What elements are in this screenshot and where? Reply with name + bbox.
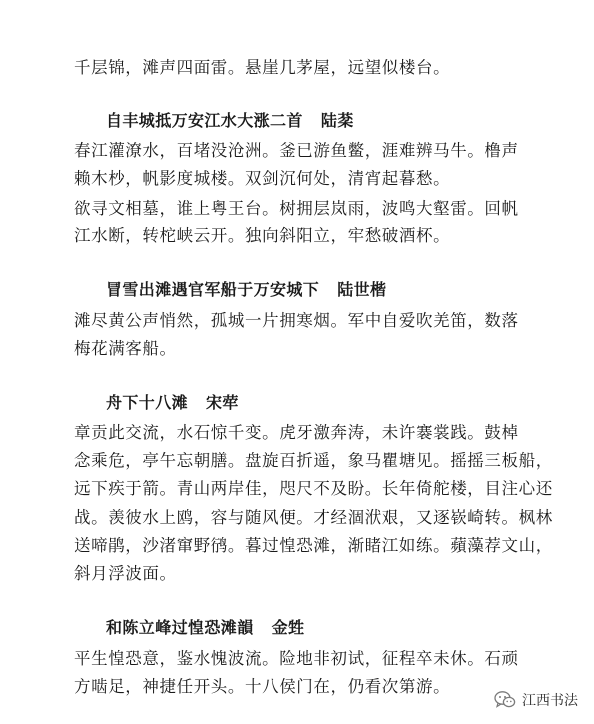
text-line: 战。羡彼水上鸥，容与随风便。才经涸洑艰，又逐嵚崎转。枫林: [74, 508, 553, 527]
poem-title-text: 自丰城抵万安江水大涨二首: [106, 111, 303, 130]
text-line: 江水断，转柁峡云开。独向斜阳立，牢愁破酒杯。: [74, 226, 451, 245]
text-line: 滩尽黄公声悄然，孤城一片拥寒烟。军中自爱吹羌笛，数落: [74, 311, 519, 330]
poem-title: [106, 110, 354, 132]
poem-title-text: 舟下十八滩: [106, 393, 189, 412]
text-line: 赖木杪，帆影度城楼。双剑沉何处，清宵起暮愁。: [74, 169, 451, 188]
text-line: 千层锦，滩声四面雷。悬崖几茅屋，远望似楼台。: [74, 58, 451, 77]
wechat-icon: [494, 690, 516, 710]
poem-title: [106, 617, 304, 639]
poem-author: 金甡: [271, 618, 305, 637]
text-line: 远下疾于箭。青山两岸佳，咫尺不及盼。长年倚舵楼，目注心还: [74, 479, 553, 498]
poem-title: [106, 392, 239, 414]
text-line: 方啮足，神捷任开头。十八侯门在，仍看次第游。: [74, 677, 451, 696]
text-line: 春江灌潦水，百堵没沧洲。釜已游鱼鳖，涯难辨马牛。橹声: [74, 141, 519, 160]
poem-author: 陆棻: [320, 111, 354, 130]
watermark-text: 江西书法: [522, 693, 578, 709]
text-line: 送啼鹃，沙渚窜野鸻。暮过惶恐滩，渐睹江如练。蘋藻荐文山，: [74, 536, 553, 555]
poem-title-text: 冒雪出滩遇官军船于万安城下: [106, 280, 320, 299]
poem-title: [106, 279, 386, 301]
text-line: 章贡此交流，水石惊千变。虎牙激奔涛，未许褰裳践。鼓棹: [74, 423, 519, 442]
poem-author: 陆世楷: [337, 280, 387, 299]
text-line: 念乘危，亭午忘朝膳。盘旋百折遥，象马瞿塘见。摇摇三板船，: [74, 451, 553, 470]
text-line: 欲寻文相墓，谁上粤王台。树拥层岚雨，波鸣大壑雷。回帆: [74, 199, 519, 218]
poem-title-text: 和陈立峰过惶恐滩韻: [106, 618, 254, 637]
text-line: 斜月浮波面。: [74, 564, 177, 583]
watermark: [494, 690, 578, 710]
poem-author: 宋荦: [206, 393, 239, 412]
text-line: 梅花满客船。: [74, 339, 177, 358]
text-line: 平生惶恐意，鉴水愧波流。险地非初试，征程卒未休。石顽: [74, 649, 519, 668]
